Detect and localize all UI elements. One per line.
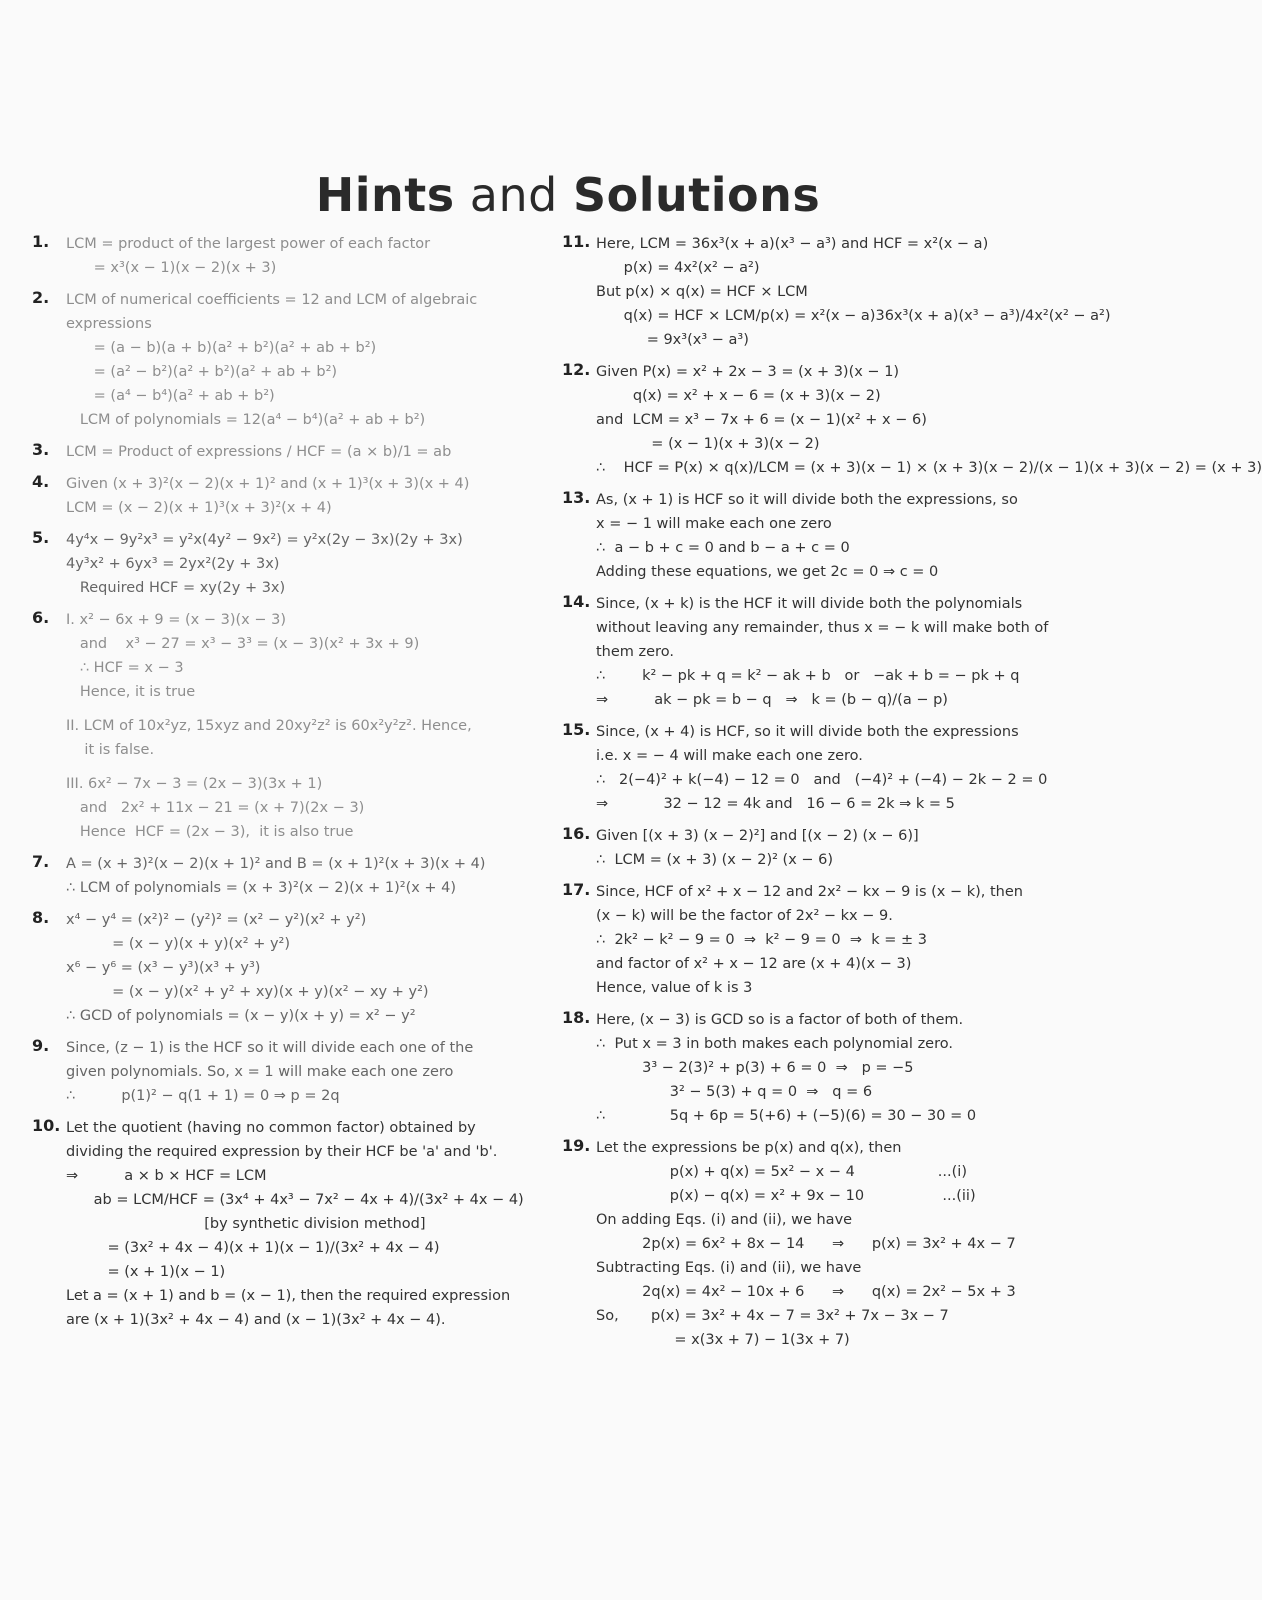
solution-line: = (a − b)(a + b)(a² + b²)(a² + ab + b²) bbox=[66, 340, 377, 356]
solution-line: II. LCM of 10x²yz, 15xyz and 20xy²z² is 60x²y²z². Hence, bbox=[66, 718, 472, 734]
solution-5 bbox=[32, 528, 532, 600]
solution-1 bbox=[32, 232, 532, 280]
solution-line: ∴ LCM of polynomials = (x + 3)²(x − 2)(x + 1)²(x + 4) bbox=[66, 880, 457, 896]
solution-line: ⇒ ak − pk = b − q ⇒ k = (b − q)/(a − p) bbox=[596, 692, 948, 708]
solution-line: ∴ GCD of polynomials = (x − y)(x + y) = x² − y² bbox=[66, 1008, 416, 1024]
solution-line: As, (x + 1) is HCF so it will divide both the expressions, so bbox=[596, 492, 1018, 508]
solution-line: ∴ a − b + c = 0 and b − a + c = 0 bbox=[596, 540, 850, 556]
solution-line: without leaving any remainder, thus x = − k will make both of bbox=[596, 620, 1049, 636]
solution-line: A = (x + 3)²(x − 2)(x + 1)² and B = (x + 1)²(x + 3)(x + 4) bbox=[66, 856, 486, 872]
solution-line: them zero. bbox=[596, 644, 674, 660]
solution-line: = 9x³(x³ − a³) bbox=[596, 332, 749, 348]
solution-line: and LCM = x³ − 7x + 6 = (x − 1)(x² + x − 6) bbox=[596, 412, 927, 428]
solution-line: Hence, it is true bbox=[66, 684, 196, 700]
solution-number: 3. bbox=[32, 440, 50, 459]
solution-line: x = − 1 will make each one zero bbox=[596, 516, 832, 532]
solution-line: given polynomials. So, x = 1 will make each one zero bbox=[66, 1064, 454, 1080]
solution-line: So, p(x) = 3x² + 4x − 7 = 3x² + 7x − 3x − 7 bbox=[596, 1308, 949, 1324]
solution-number: 10. bbox=[32, 1116, 61, 1135]
solution-7 bbox=[32, 852, 532, 900]
solution-number: 19. bbox=[562, 1136, 591, 1155]
solution-line: = x(3x + 7) − 1(3x + 7) bbox=[596, 1332, 850, 1348]
solution-number: 12. bbox=[562, 360, 591, 379]
solution-line: Given [(x + 3) (x − 2)²] and [(x − 2) (x − 6)] bbox=[596, 828, 919, 844]
solution-line: 4y⁴x − 9y²x³ = y²x(4y² − 9x²) = y²x(2y − 3x)(2y + 3x) bbox=[66, 532, 463, 548]
solution-line: and factor of x² + x − 12 are (x + 4)(x − 3) bbox=[596, 956, 912, 972]
solution-line: Given P(x) = x² + 2x − 3 = (x + 3)(x − 1) bbox=[596, 364, 900, 380]
solution-line: and x³ − 27 = x³ − 3³ = (x − 3)(x² + 3x + 9) bbox=[66, 636, 420, 652]
solution-13 bbox=[562, 488, 1062, 584]
solution-line: Hence HCF = (2x − 3), it is also true bbox=[66, 824, 354, 840]
solution-line: On adding Eqs. (i) and (ii), we have bbox=[596, 1212, 853, 1228]
solution-line bbox=[66, 704, 532, 714]
solution-line: it is false. bbox=[66, 742, 155, 758]
solution-line: Subtracting Eqs. (i) and (ii), we have bbox=[596, 1260, 862, 1276]
solution-line: (x − k) will be the factor of 2x² − kx − 9. bbox=[596, 908, 893, 924]
solution-line: Let the expressions be p(x) and q(x), then bbox=[596, 1140, 902, 1156]
solution-line: Since, HCF of x² + x − 12 and 2x² − kx − 9 is (x − k), then bbox=[596, 884, 1023, 900]
solution-line: 2p(x) = 6x² + 8x − 14 ⇒ p(x) = 3x² + 4x − 7 bbox=[596, 1236, 1016, 1252]
solution-number: 1. bbox=[32, 232, 50, 251]
solution-number: 2. bbox=[32, 288, 50, 307]
solution-number: 9. bbox=[32, 1036, 50, 1055]
solution-line bbox=[66, 762, 532, 772]
solution-number: 7. bbox=[32, 852, 50, 871]
solution-line: LCM = Product of expressions / HCF = (a × b)/1 = ab bbox=[66, 444, 452, 460]
solution-line: ⇒ a × b × HCF = LCM bbox=[66, 1168, 267, 1184]
solution-line: 3² − 5(3) + q = 0 ⇒ q = 6 bbox=[596, 1084, 873, 1100]
solution-10 bbox=[32, 1116, 532, 1332]
solution-line: = (x − y)(x² + y² + xy)(x + y)(x² − xy + y²) bbox=[66, 984, 429, 1000]
solution-line: ab = LCM/HCF = (3x⁴ + 4x³ − 7x² − 4x + 4)/(3x² + 4x − 4) bbox=[66, 1192, 524, 1208]
solution-line: p(x) + q(x) = 5x² − x − 4 ...(i) bbox=[596, 1164, 967, 1180]
solution-2 bbox=[32, 288, 532, 432]
solution-15 bbox=[562, 720, 1062, 816]
solution-line: expressions bbox=[66, 316, 152, 332]
solution-11 bbox=[562, 232, 1111, 352]
solution-line: LCM = product of the largest power of each factor bbox=[66, 236, 431, 252]
solution-line: x⁶ − y⁶ = (x³ − y³)(x³ + y³) bbox=[66, 960, 261, 976]
solution-number: 8. bbox=[32, 908, 50, 927]
solution-3 bbox=[32, 440, 532, 464]
solution-line: = (a⁴ − b⁴)(a² + ab + b²) bbox=[66, 388, 275, 404]
solution-number: 17. bbox=[562, 880, 591, 899]
solution-line: Since, (x + k) is the HCF it will divide both the polynomials bbox=[596, 596, 1023, 612]
solution-line: Since, (x + 4) is HCF, so it will divide both the expressions bbox=[596, 724, 1019, 740]
solution-line: ∴ LCM = (x + 3) (x − 2)² (x − 6) bbox=[596, 852, 834, 868]
solution-17 bbox=[562, 880, 1062, 1000]
solution-line: ∴ 5q + 6p = 5(+6) + (−5)(6) = 30 − 30 = 0 bbox=[596, 1108, 977, 1124]
solution-number: 6. bbox=[32, 608, 50, 627]
solution-line: q(x) = HCF × LCM/p(x) = x²(x − a)36x³(x + a)(x³ − a³)/4x²(x² − a²) bbox=[596, 308, 1111, 324]
solution-line: Here, LCM = 36x³(x + a)(x³ − a³) and HCF = x²(x − a) bbox=[596, 236, 989, 252]
solution-line: = (a² − b²)(a² + b²)(a² + ab + b²) bbox=[66, 364, 338, 380]
solution-line: = (x + 1)(x − 1) bbox=[66, 1264, 226, 1280]
solution-line: ∴ HCF = x − 3 bbox=[66, 660, 184, 676]
solution-line: ∴ 2k² − k² − 9 = 0 ⇒ k² − 9 = 0 ⇒ k = ± 3 bbox=[596, 932, 927, 948]
solution-line: = (3x² + 4x − 4)(x + 1)(x − 1)/(3x² + 4x − 4) bbox=[66, 1240, 440, 1256]
solution-number: 18. bbox=[562, 1008, 591, 1027]
solution-8 bbox=[32, 908, 532, 1028]
right-column bbox=[562, 232, 1262, 1360]
solution-number: 11. bbox=[562, 232, 591, 251]
solution-line: Hence, value of k is 3 bbox=[596, 980, 753, 996]
solution-4 bbox=[32, 472, 532, 520]
solution-16 bbox=[562, 824, 1062, 872]
solution-line: Given (x + 3)²(x − 2)(x + 1)² and (x + 1)³(x + 3)(x + 4) bbox=[66, 476, 470, 492]
solution-line: Since, (z − 1) is the HCF so it will divide each one of the bbox=[66, 1040, 474, 1056]
solution-line: = x³(x − 1)(x − 2)(x + 3) bbox=[66, 260, 277, 276]
solution-6 bbox=[32, 608, 532, 844]
solution-line: Let a = (x + 1) and b = (x − 1), then the required expression bbox=[66, 1288, 511, 1304]
solution-line: 4y³x² + 6yx³ = 2yx²(2y + 3x) bbox=[66, 556, 280, 572]
solution-line: LCM = (x − 2)(x + 1)³(x + 3)²(x + 4) bbox=[66, 500, 332, 516]
solution-line: dividing the required expression by their HCF be 'a' and 'b'. bbox=[66, 1144, 498, 1160]
solution-12 bbox=[562, 360, 1262, 480]
page-title: Hints and Solutions bbox=[315, 168, 821, 222]
solution-number: 5. bbox=[32, 528, 50, 547]
solution-9 bbox=[32, 1036, 532, 1108]
solution-line: LCM of numerical coefficients = 12 and LCM of algebraic bbox=[66, 292, 478, 308]
solution-line: = (x − y)(x + y)(x² + y²) bbox=[66, 936, 291, 952]
solution-line: ∴ p(1)² − q(1 + 1) = 0 ⇒ p = 2q bbox=[66, 1088, 340, 1104]
solution-18 bbox=[562, 1008, 1062, 1128]
solution-line: x⁴ − y⁴ = (x²)² − (y²)² = (x² − y²)(x² + y²) bbox=[66, 912, 367, 928]
solution-line: = (x − 1)(x + 3)(x − 2) bbox=[596, 436, 820, 452]
solution-line: I. x² − 6x + 9 = (x − 3)(x − 3) bbox=[66, 612, 286, 628]
left-column bbox=[32, 232, 532, 1340]
solution-line: Adding these equations, we get 2c = 0 ⇒ c = 0 bbox=[596, 564, 939, 580]
solution-line: LCM of polynomials = 12(a⁴ − b⁴)(a² + ab + b²) bbox=[66, 412, 426, 428]
solution-line: But p(x) × q(x) = HCF × LCM bbox=[596, 284, 808, 300]
solution-line: q(x) = x² + x − 6 = (x + 3)(x − 2) bbox=[596, 388, 881, 404]
solution-line: Here, (x − 3) is GCD so is a factor of both of them. bbox=[596, 1012, 964, 1028]
solution-number: 14. bbox=[562, 592, 591, 611]
solution-line: and 2x² + 11x − 21 = (x + 7)(2x − 3) bbox=[66, 800, 365, 816]
solution-line: are (x + 1)(3x² + 4x − 4) and (x − 1)(3x² + 4x − 4). bbox=[66, 1312, 446, 1328]
solution-line: i.e. x = − 4 will make each one zero. bbox=[596, 748, 863, 764]
solution-line: ∴ Put x = 3 in both makes each polynomial zero. bbox=[596, 1036, 953, 1052]
solution-14 bbox=[562, 592, 1062, 712]
solution-number: 13. bbox=[562, 488, 591, 507]
solution-line: ∴ HCF = P(x) × q(x)/LCM = (x + 3)(x − 1) × (x + 3)(x − 2)/(x − 1)(x + 3)(x − 2) = (x + 3) bbox=[596, 460, 1262, 476]
solution-19 bbox=[562, 1136, 1062, 1352]
solution-line: 2q(x) = 4x² − 10x + 6 ⇒ q(x) = 2x² − 5x + 3 bbox=[596, 1284, 1016, 1300]
solution-line: Let the quotient (having no common factor) obtained by bbox=[66, 1120, 476, 1136]
solution-number: 15. bbox=[562, 720, 591, 739]
solution-line: 3³ − 2(3)² + p(3) + 6 = 0 ⇒ p = −5 bbox=[596, 1060, 914, 1076]
solution-line: [by synthetic division method] bbox=[66, 1216, 426, 1232]
solution-line: ⇒ 32 − 12 = 4k and 16 − 6 = 2k ⇒ k = 5 bbox=[596, 796, 955, 812]
solution-line: Required HCF = xy(2y + 3x) bbox=[66, 580, 286, 596]
solution-number: 4. bbox=[32, 472, 50, 491]
solution-line: p(x) − q(x) = x² + 9x − 10 ...(ii) bbox=[596, 1188, 976, 1204]
solution-number: 16. bbox=[562, 824, 591, 843]
solution-line: ∴ 2(−4)² + k(−4) − 12 = 0 and (−4)² + (−4) − 2k − 2 = 0 bbox=[596, 772, 1048, 788]
solution-line: ∴ k² − pk + q = k² − ak + b or −ak + b = − pk + q bbox=[596, 668, 1020, 684]
solution-line: p(x) = 4x²(x² − a²) bbox=[596, 260, 760, 276]
solution-line: III. 6x² − 7x − 3 = (2x − 3)(3x + 1) bbox=[66, 776, 323, 792]
